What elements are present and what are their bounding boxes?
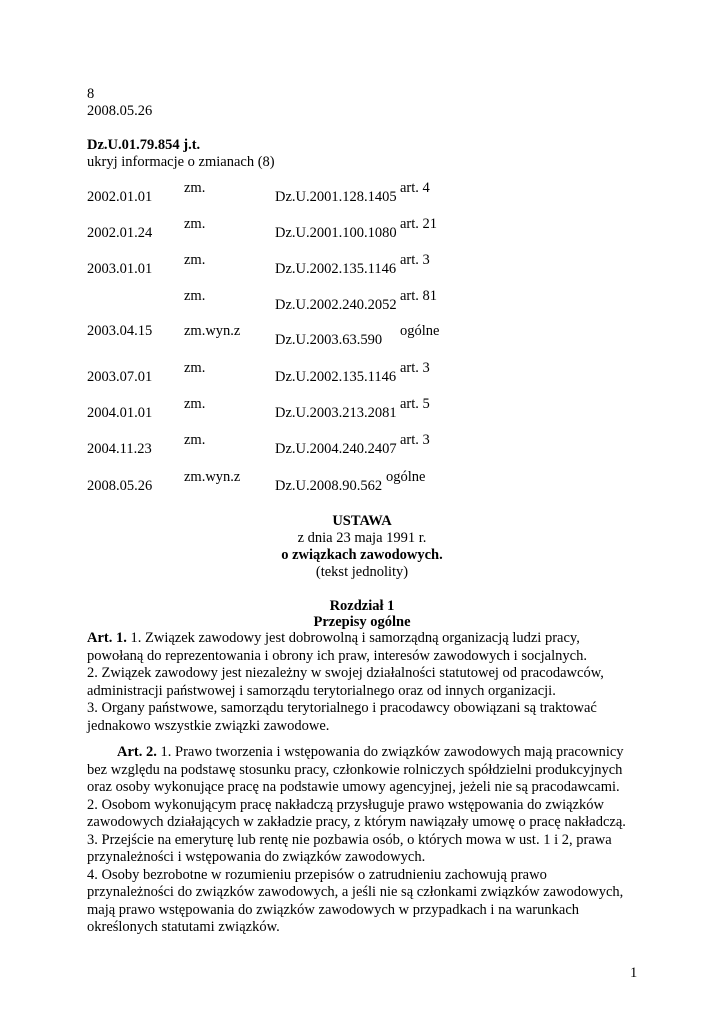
amendment-article: art. 3 <box>400 432 430 448</box>
page-number: 1 <box>630 965 638 981</box>
amendment-row <box>0 432 724 462</box>
amendment-article: ogólne <box>386 469 426 485</box>
amendment-date: 2003.07.01 <box>87 369 153 385</box>
article-line: 3. Przejście na emeryturę lub rentę nie pozbawia osób, o których mowa w ust. 1 i 2, prawa <box>87 831 612 848</box>
amendment-row <box>0 180 724 210</box>
version-count: 8 <box>87 86 95 102</box>
amendment-article: art. 81 <box>400 288 438 304</box>
amendment-type: zm. <box>184 288 206 304</box>
article-line: administracji państwowej i samorządu terytorialnego oraz od innych organizacji. <box>87 682 556 699</box>
amendment-article: art. 21 <box>400 216 438 232</box>
amendment-date: 2003.01.01 <box>87 261 153 277</box>
article-line: 2. Związek zawodowy jest niezależny w swojej działalności statutowej od pracodawców, <box>87 665 604 681</box>
article-line: zawodowych działających w zakładzie pracy, z którym nawiązały umowę o pracę nakładczą. <box>87 814 626 830</box>
article-line: 1. Związek zawodowy jest dobrowolną i samorządną organizacją ludzi pracy, <box>126 630 580 646</box>
amendment-date: 2008.05.26 <box>87 478 153 494</box>
amendment-article: art. 3 <box>400 252 430 268</box>
amendment-row <box>0 323 724 353</box>
amendment-type: zm. <box>184 180 206 196</box>
amendment-type: zm. <box>184 396 206 412</box>
article-2 <box>87 744 647 937</box>
amendment-type: zm. <box>184 216 206 232</box>
amendment-row <box>0 469 724 499</box>
amendment-date: 2002.01.01 <box>87 189 153 205</box>
amendment-type: zm.wyn.z <box>184 323 241 339</box>
amendment-type: zm. <box>184 360 206 376</box>
amendment-reference[interactable]: Dz.U.2001.100.1080 <box>275 225 397 241</box>
version-date: 2008.05.26 <box>87 103 153 119</box>
amendment-article: art. 4 <box>400 180 430 196</box>
amendment-reference[interactable]: Dz.U.2003.63.590 <box>275 332 383 348</box>
amendment-type: zm. <box>184 432 206 448</box>
article-line: mają prawo wstępowania do związków zawodowych w przypadkach i na warunkach <box>87 901 580 918</box>
journal-reference: Dz.U.01.79.854 j.t. <box>87 137 201 153</box>
amendment-article: art. 3 <box>400 360 430 376</box>
article-line: określonych statutami związków. <box>87 919 280 935</box>
amendment-reference[interactable]: Dz.U.2008.90.562 <box>275 478 383 494</box>
amendment-type: zm. <box>184 252 206 268</box>
amendment-article: art. 5 <box>400 396 430 412</box>
chapter-title: Przepisy ogólne <box>313 614 411 630</box>
amendment-reference[interactable]: Dz.U.2002.240.2052 <box>275 297 397 313</box>
article-line: 1. Prawo tworzenia i wstępowania do związków zawodowych mają pracownicy <box>156 744 624 760</box>
amendment-article: ogólne <box>400 323 440 339</box>
article-label: Art. 2. <box>117 744 157 760</box>
amendment-reference[interactable]: Dz.U.2002.135.1146 <box>275 261 397 277</box>
act-note: (tekst jednolity) <box>315 564 409 580</box>
amendment-date: 2004.11.23 <box>87 441 152 457</box>
article-line: 2. Osobom wykonującym pracę nakładczą przysługuje prawo wstępowania do związków <box>87 796 605 813</box>
article-label: Art. 1. <box>87 630 127 646</box>
amendment-reference[interactable]: Dz.U.2001.128.1405 <box>275 189 397 205</box>
amendment-row <box>0 216 724 246</box>
article-line: przynależności i wstępowania do związków zawodowych. <box>87 849 426 865</box>
amendment-row <box>0 288 724 318</box>
act-title: USTAWA <box>332 513 392 529</box>
amendment-reference[interactable]: Dz.U.2002.135.1146 <box>275 369 397 385</box>
article-line: 4. Osoby bezrobotne w rozumieniu przepisów o zatrudnieniu zachowują prawo <box>87 866 547 883</box>
amendment-row <box>0 252 724 282</box>
amendment-row <box>0 396 724 426</box>
chapter-number: Rozdział 1 <box>329 598 395 614</box>
amendment-row <box>0 360 724 390</box>
amendment-date: 2002.01.24 <box>87 225 153 241</box>
amendment-date: 2004.01.01 <box>87 405 153 421</box>
article-line: bez względu na podstawę stosunku pracy, członkowie rolniczych spółdzielni produkcyjnych <box>87 761 623 778</box>
article-1 <box>87 630 647 735</box>
amendment-type: zm.wyn.z <box>184 469 241 485</box>
article-line: 3. Organy państwowe, samorządu terytorialnego i pracodawcy obowiązani są traktować <box>87 700 597 716</box>
article-line: oraz osoby wykonujące pracę na podstawie umowy agencyjnej, jeżeli nie są pracodawcami. <box>87 779 620 795</box>
act-date: z dnia 23 maja 1991 r. <box>297 530 427 546</box>
article-line: przynależności do związków zawodowych, a jeśli nie są członkami związków zawodowych, <box>87 884 624 900</box>
amendment-date: 2003.04.15 <box>87 323 153 339</box>
act-subject: o związkach zawodowych. <box>281 547 443 563</box>
amendment-reference[interactable]: Dz.U.2003.213.2081 <box>275 405 397 421</box>
toggle-amendments-link[interactable]: ukryj informacje o zmianach (8) <box>87 154 275 170</box>
article-line: powołaną do reprezentowania i obrony ich praw, interesów zawodowych i socjalnych. <box>87 647 587 664</box>
amendment-reference[interactable]: Dz.U.2004.240.2407 <box>275 441 397 457</box>
article-line: jednakowo wszystkie związki zawodowe. <box>87 717 330 734</box>
